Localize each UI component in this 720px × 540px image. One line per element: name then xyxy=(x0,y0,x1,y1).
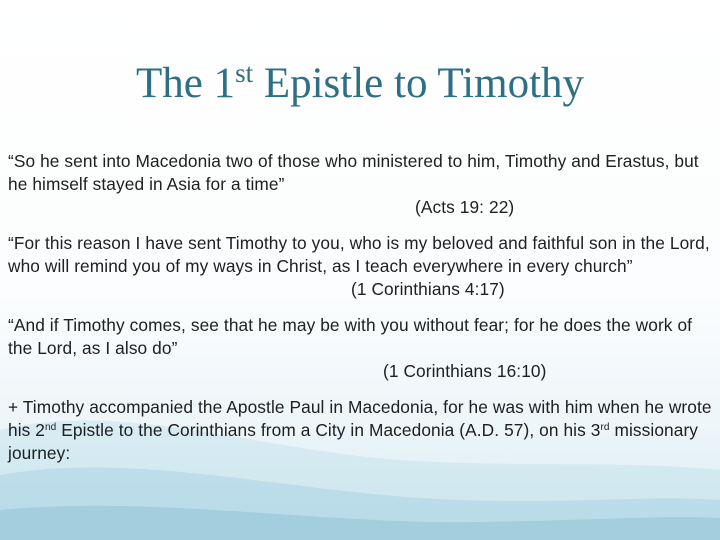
quote-block xyxy=(8,150,714,219)
quote-text: “So he sent into Macedonia two of those who ministered to him, Timothy and Erastus, but he himself stayed in Asia for a time” xyxy=(8,151,699,194)
quote-text: “For this reason I have sent Timothy to you, who is my beloved and faithful son in the Lord, who will remind you of my ways in Christ, as I teach everywhere in every church” xyxy=(8,233,710,276)
title-suffix: Epistle to Timothy xyxy=(253,60,585,107)
quote-reference: (1 Corinthians 4:17) xyxy=(351,279,505,299)
note-text: missionary journey: xyxy=(8,420,699,463)
quote-block xyxy=(8,232,714,301)
slide-title xyxy=(0,58,720,110)
title-superscript: st xyxy=(235,58,254,88)
note-superscript: nd xyxy=(45,422,57,433)
note-text: + Timothy accompanied the Apostle Paul in Macedonia, for he was with him when he wrote his 2 xyxy=(8,397,712,440)
slide-body xyxy=(8,150,714,478)
historical-note xyxy=(8,396,714,465)
note-superscript: rd xyxy=(600,422,610,433)
quote-text: “And if Timothy comes, see that he may be with you without fear; for he does the work of the Lord, as I also do” xyxy=(8,315,693,358)
quote-reference: (1 Corinthians 16:10) xyxy=(383,361,547,381)
note-text: Epistle to the Corinthians from a City in Macedonia (A.D. 57), on his 3 xyxy=(56,420,601,440)
quote-block xyxy=(8,314,714,383)
title-prefix: The 1 xyxy=(135,60,236,107)
quote-reference: (Acts 19: 22) xyxy=(415,197,515,217)
